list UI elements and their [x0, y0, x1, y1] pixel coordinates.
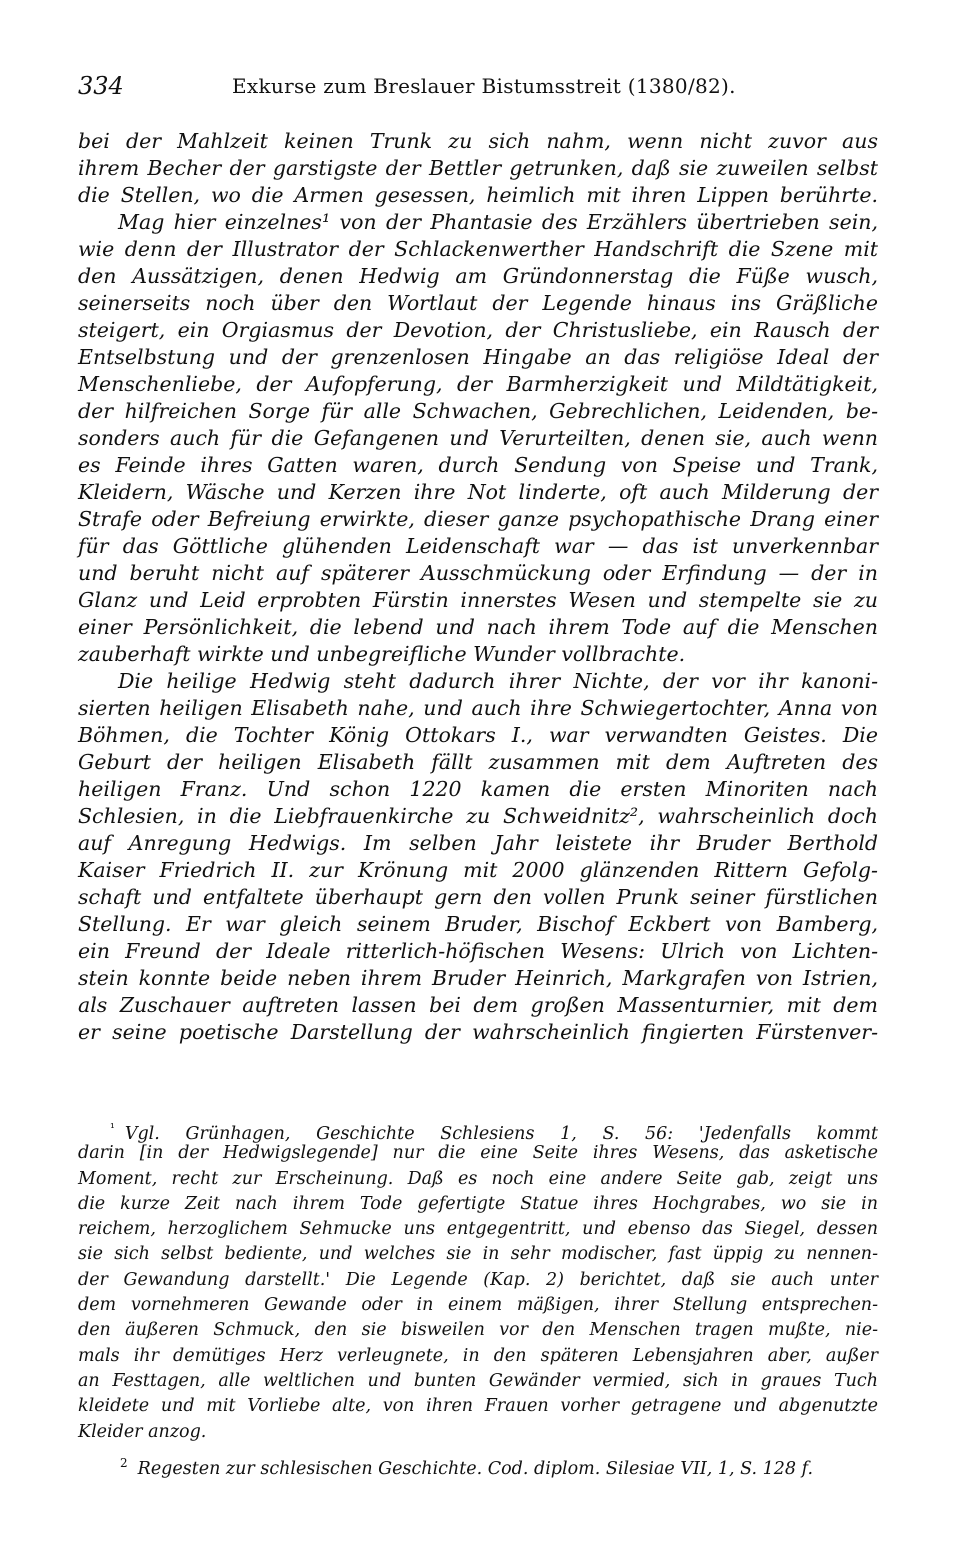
text-line: schaft und entfaltete überhaupt gern den vollen Prunk seiner fürstlichen [78, 885, 878, 909]
text-line: den Aussätzigen, denen Hedwig am Gründonnerstag die Füße wusch, [78, 264, 878, 288]
footnote-2-marker: 2 [120, 1455, 128, 1470]
footnote-line: kleidete und mit Vorliebe alte, von ihren Frauen vorher getragene und abgenutzte [78, 1396, 878, 1417]
text-line: Böhmen, die Tochter König Ottokars I., war verwandten Geistes. Die [78, 723, 878, 747]
text-line: bei der Mahlzeit keinen Trunk zu sich nahm, wenn nicht zuvor aus [78, 129, 878, 153]
footnote-line: dem vornehmeren Gewande oder in einem mäßigen, ihrer Stellung entsprechen- [78, 1295, 878, 1316]
text-line: wie denn der Illustrator der Schlackenwerther Handschrift die Szene mit [78, 237, 878, 261]
text-line: als Zuschauer auftreten lassen bei dem großen Massenturnier, mit dem [78, 993, 878, 1017]
footnote-1-first-line [78, 1116, 878, 1144]
text-line: Strafe oder Befreiung erwirkte, dieser ganze psychopathische Drang einer [78, 507, 878, 531]
footnotes [78, 1116, 878, 1479]
text-line: für das Göttliche glühenden Leidenschaft war — das ist unverkennbar [78, 534, 878, 558]
running-title: Exkurse zum Breslauer Bistumsstreit (1380/82). [232, 74, 736, 98]
text-line: Kaiser Friedrich II. zur Krönung mit 2000 glänzenden Rittern Gefolg- [78, 858, 878, 882]
text-line: es Feinde ihres Gatten waren, durch Sendung von Speise und Trank, [78, 453, 878, 477]
text-line: Schlesien, in die Liebfrauenkirche zu Schweidnitz², wahrscheinlich doch [78, 804, 878, 828]
main-text [78, 128, 878, 1046]
text-line: ein Freund der Ideale ritterlich-höfischen Wesens: Ulrich von Lichten- [78, 939, 878, 963]
footnote-1-marker: ¹ [110, 1121, 115, 1135]
text-line: heiligen Franz. Und schon 1220 kamen die ersten Minoriten nach [78, 777, 878, 801]
text-line: und beruht nicht auf späterer Ausschmückung oder Erfindung — der in [78, 561, 878, 585]
text-line: einer Persönlichkeit, die lebend und nach ihrem Tode auf die Menschen [78, 615, 878, 639]
footnote-2-text: Regesten zur schlesischen Geschichte. Cod. diplom. Silesiae VII, 1, S. 128 f. [137, 1458, 814, 1479]
text-line: auf Anregung Hedwigs. Im selben Jahr leistete ihr Bruder Berthold [78, 831, 878, 855]
text-line: ihrem Becher der garstigste der Bettler getrunken, daß sie zuweilen selbst [78, 156, 878, 180]
text-line: Mag hier einzelnes¹ von der Phantasie des Erzählers übertrieben sein, [118, 210, 878, 234]
footnote-line: den äußeren Schmuck, den sie bisweilen vor den Menschen tragen mußte, nie- [78, 1320, 878, 1341]
footnote-line: an Festtagen, alle weltlichen und bunten Gewänder vermied, sich in graues Tuch [78, 1370, 878, 1391]
text-line: Entselbstung und der grenzenlosen Hingabe an das religiöse Ideal der [78, 345, 878, 369]
text-line: er seine poetische Darstellung der wahrscheinlich fingierten Fürstenver- [78, 1020, 878, 1044]
footnote-line: die kurze Zeit nach ihrem Tode gefertigte Statue ihres Hochgrabes, wo sie in [78, 1193, 878, 1214]
footnote-2 [78, 1451, 878, 1479]
page-number: 334 [78, 72, 124, 100]
footnote-line: reichem, herzoglichem Sehmucke uns entgegentritt, und ebenso das Siegel, dessen [78, 1219, 878, 1240]
footnote-line: Moment, recht zur Erscheinung. Daß es noch eine andere Seite gab, zeigt uns [78, 1168, 878, 1189]
text-line: Geburt der heiligen Elisabeth fällt zusammen mit dem Auftreten des [78, 750, 878, 774]
footnote-line: sie sich selbst bediente, und welches sie in sehr modischer, fast üppig zu nennen- [78, 1244, 878, 1265]
text-line: sonders auch für die Gefangenen und Verurteilten, denen sie, auch wenn [78, 426, 878, 450]
footnote-line: darin [in der Hedwigslegende] nur die eine Seite ihres Wesens, das asketische [78, 1143, 878, 1164]
text-line: Glanz und Leid erprobten Fürstin innerstes Wesen und stempelte sie zu [78, 588, 878, 612]
footnote-line: mals ihr demütiges Herz verleugnete, in den späteren Lebensjahren aber, außer [78, 1345, 878, 1366]
page-header [78, 72, 878, 104]
text-line: Stellung. Er war gleich seinem Bruder, Bischof Eckbert von Bamberg, [78, 912, 878, 936]
text-line: seinerseits noch über den Wortlaut der Legende hinaus ins Gräßliche [78, 291, 878, 315]
footnote-line: der Gewandung darstellt.' Die Legende (Kap. 2) berichtet, daß sie auch unter [78, 1269, 878, 1290]
text-line: zauberhaft wirkte und unbegreifliche Wunder vollbrachte. [78, 642, 686, 666]
text-line: der hilfreichen Sorge für alle Schwachen, Gebrechlichen, Leidenden, be- [78, 399, 878, 423]
text-line: sierten heiligen Elisabeth nahe, und auch ihre Schwiegertochter, Anna von [78, 696, 878, 720]
footnote-line: Vgl. Grünhagen, Geschichte Schlesiens 1, S. 56: 'Jedenfalls kommt [124, 1123, 878, 1144]
footnote-line: Kleider anzog. [78, 1421, 207, 1442]
text-line: Menschenliebe, der Aufopferung, der Barmherzigkeit und Mildtätigkeit, [78, 372, 878, 396]
text-line: die Stellen, wo die Armen gesessen, heimlich mit ihren Lippen berührte. [78, 183, 878, 207]
text-line: steigert, ein Orgiasmus der Devotion, der Christusliebe, ein Rausch der [78, 318, 878, 342]
text-line: Kleidern, Wäsche und Kerzen ihre Not linderte, oft auch Milderung der [78, 480, 878, 504]
text-line: Die heilige Hedwig steht dadurch ihrer Nichte, der vor ihr kanoni- [118, 669, 878, 693]
text-line: stein konnte beide neben ihrem Bruder Heinrich, Markgrafen von Istrien, [78, 966, 878, 990]
